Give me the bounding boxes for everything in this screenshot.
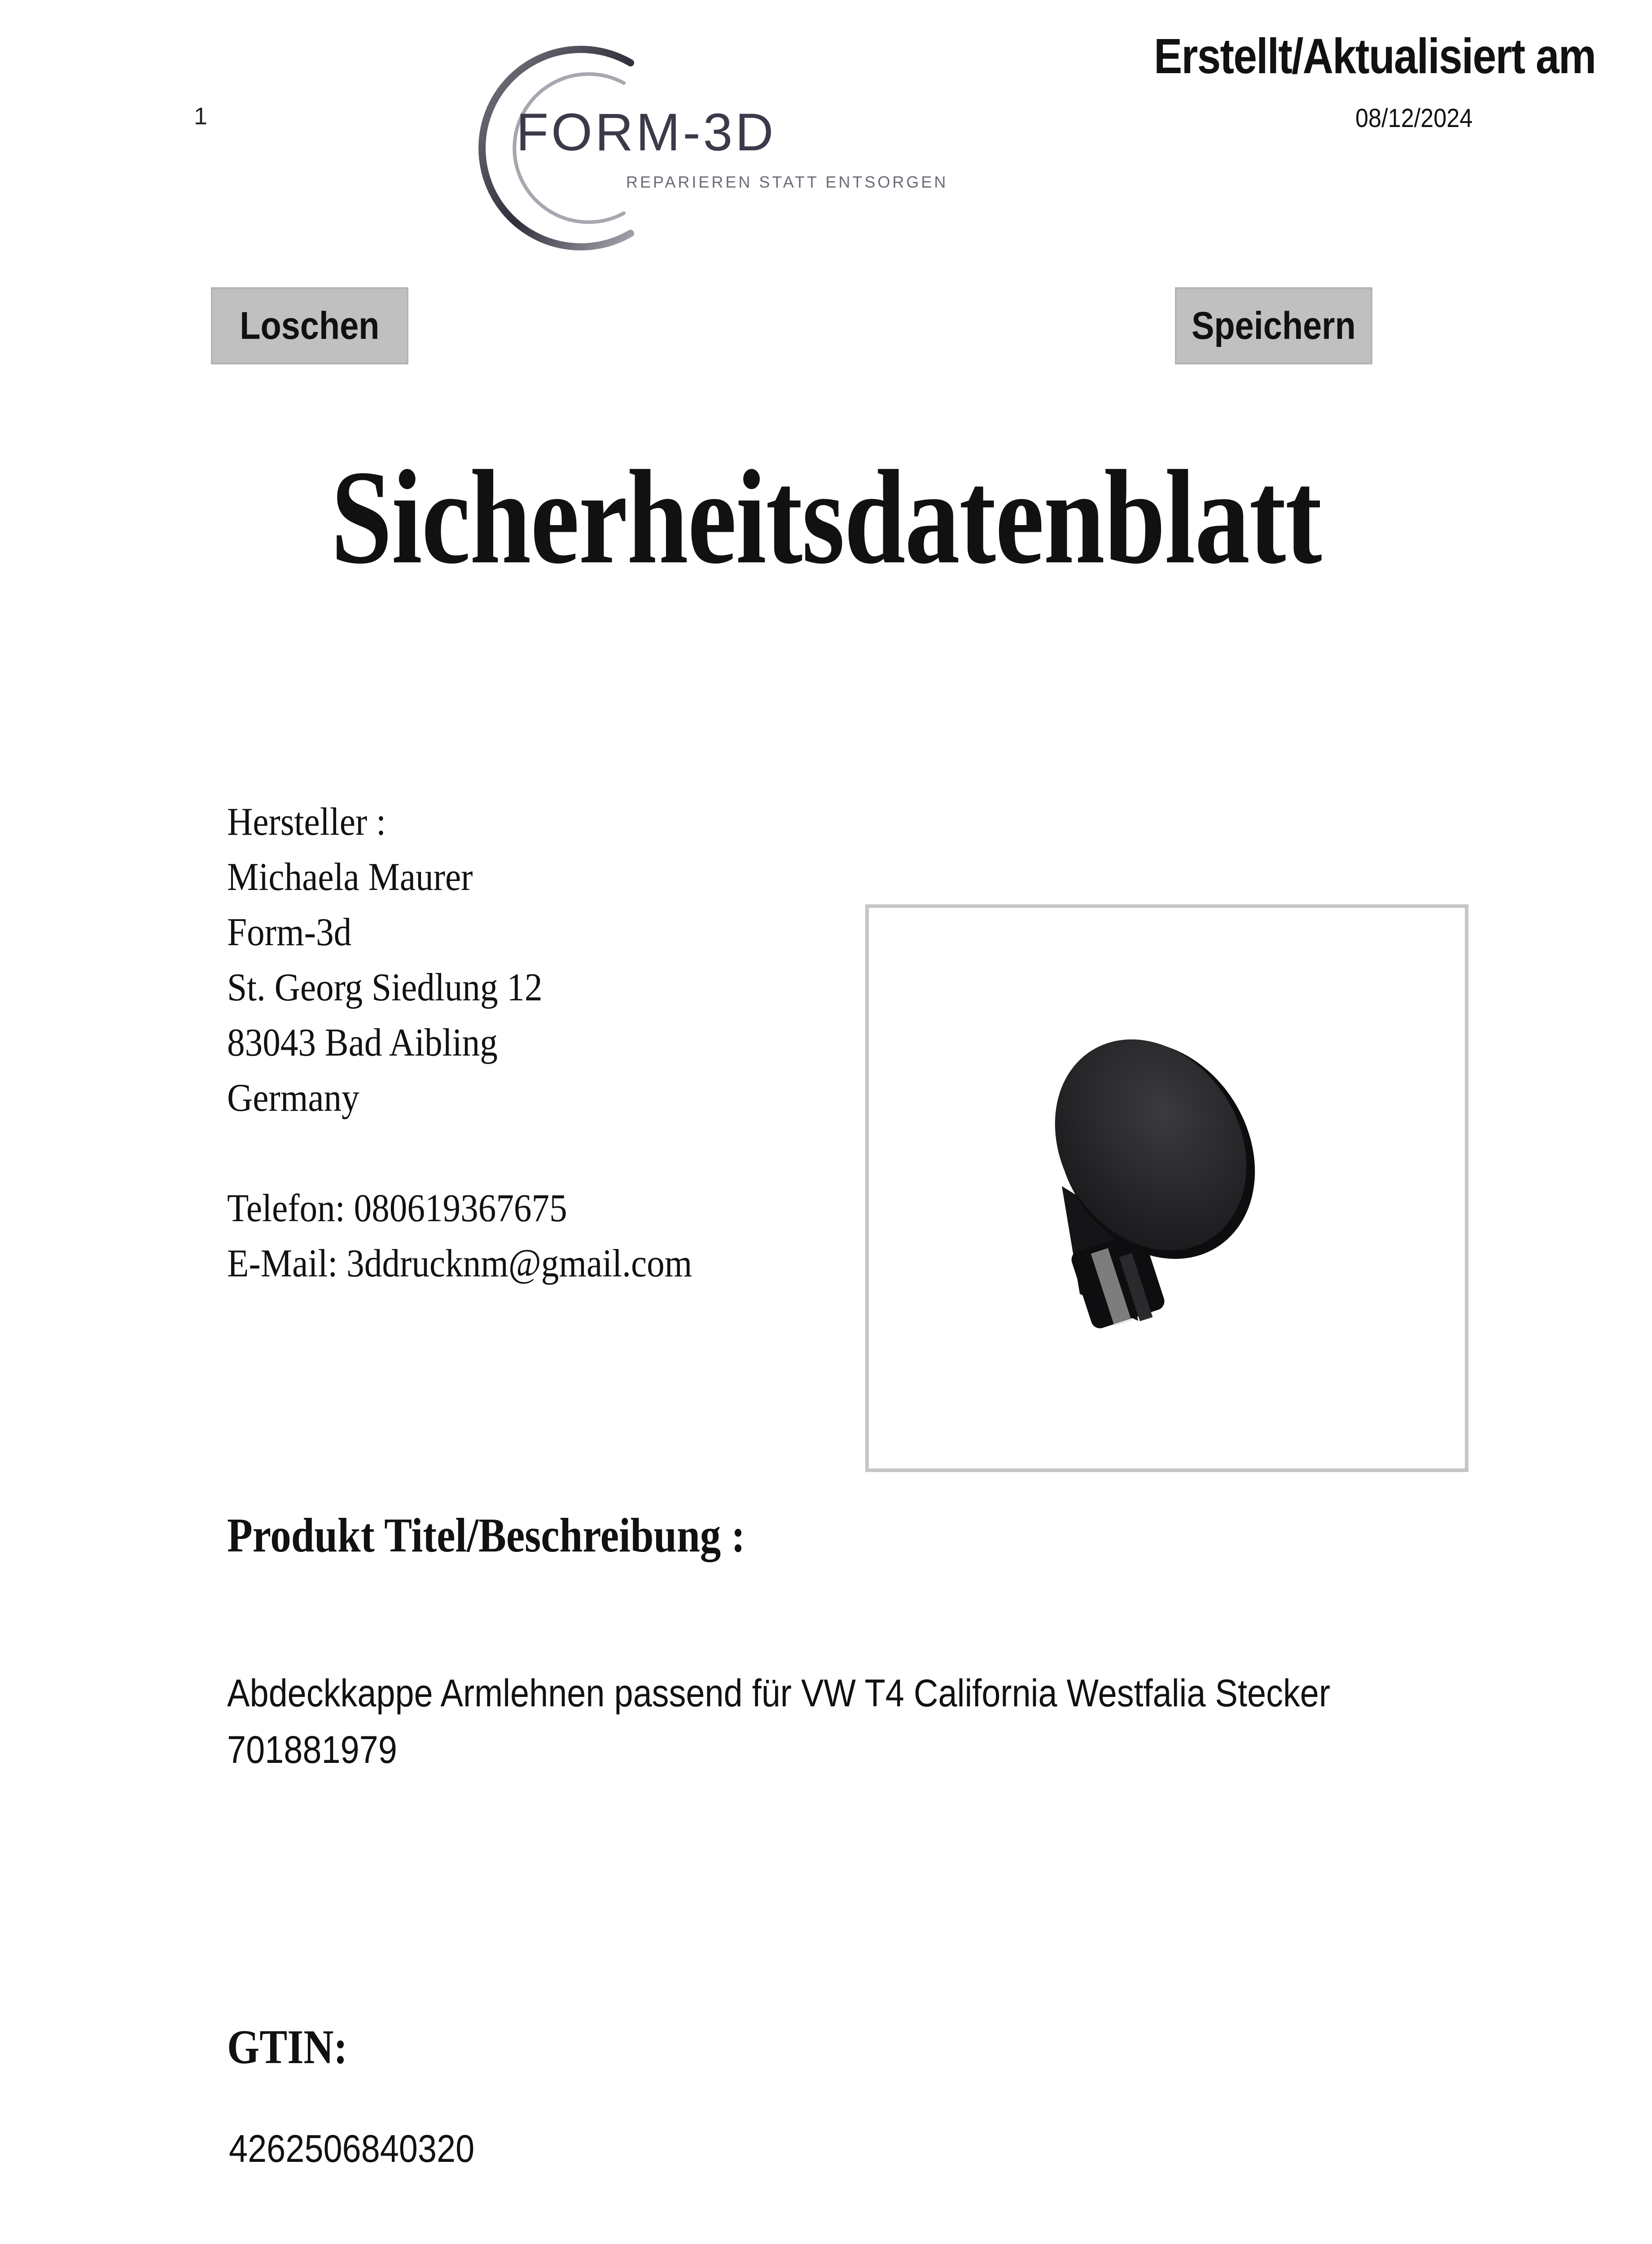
logo-tagline: REPARIEREN STATT ENTSORGEN — [626, 173, 948, 191]
product-description-line-1: Abdeckkappe Armlehnen passend für VW T4 California Westfalia Stecker — [227, 1672, 1331, 1715]
manufacturer-street: St. Georg Siedlung 12 — [227, 966, 543, 1009]
logo-brand: FORM-3D — [516, 103, 776, 162]
delete-button[interactable] — [211, 287, 408, 364]
gtin-value: 4262506840320 — [229, 2127, 475, 2170]
manufacturer-company: Form-3d — [227, 911, 352, 954]
manufacturer-email: E-Mail: 3ddrucknm@gmail.com — [227, 1242, 692, 1285]
manufacturer-city: 83043 Bad Aibling — [227, 1021, 498, 1065]
manufacturer-phone: Telefon: 080619367675 — [227, 1187, 567, 1230]
gtin-heading: GTIN: — [227, 2020, 348, 2074]
product-description — [227, 1665, 1330, 1778]
manufacturer-heading: Hersteller : — [227, 800, 386, 844]
save-button[interactable] — [1175, 287, 1372, 364]
delete-button-label: Loschen — [240, 304, 380, 347]
product-image — [869, 908, 1465, 1468]
created-updated-label: Erstellt/Aktualisiert am — [1154, 29, 1595, 84]
product-description-line-2: 701881979 — [227, 1728, 397, 1771]
manufacturer-country: Germany — [227, 1076, 359, 1120]
product-image-frame — [865, 904, 1468, 1472]
form-3d-logo — [420, 40, 958, 251]
page-number: 1 — [194, 103, 208, 130]
page-title: Sicherheitsdatenblatt — [331, 443, 1321, 592]
created-updated-date: 08/12/2024 — [1355, 104, 1472, 133]
manufacturer-block — [227, 794, 744, 1291]
product-title-heading: Produkt Titel/Beschreibung : — [227, 1509, 745, 1562]
save-button-label: Speichern — [1192, 304, 1356, 347]
manufacturer-name: Michaela Maurer — [227, 855, 473, 899]
